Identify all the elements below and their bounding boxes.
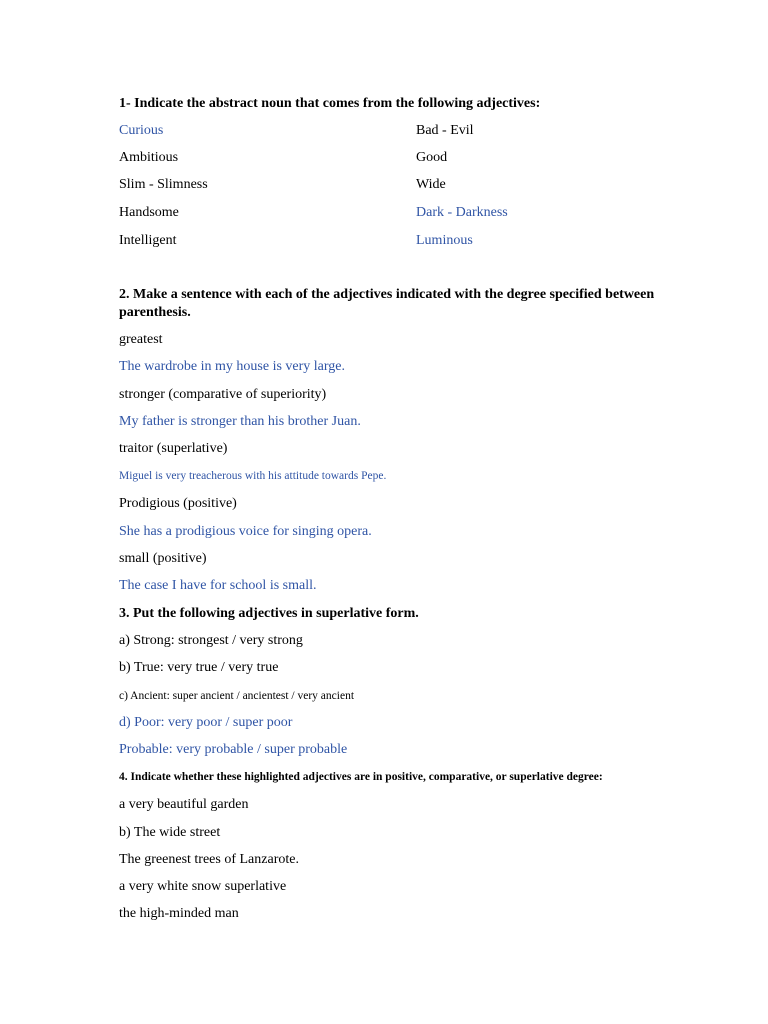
section2-prompt: traitor (superlative) bbox=[119, 441, 228, 456]
section3-item: d) Poor: very poor / super poor bbox=[119, 715, 293, 730]
section3-heading: 3. Put the following adjectives in superlative form. bbox=[119, 606, 419, 621]
section2-heading: 2. Make a sentence with each of the adjectives indicated with the degree specified between parenthesis. bbox=[119, 287, 655, 320]
section4-item: b) The wide street bbox=[119, 825, 221, 840]
section2-answer: My father is stronger than his brother Juan. bbox=[119, 414, 361, 429]
section2-answer: She has a prodigious voice for singing opera. bbox=[119, 524, 372, 539]
section2-answer: The case I have for school is small. bbox=[119, 578, 317, 593]
section4-heading: 4. Indicate whether these highlighted adjectives are in positive, comparative, or superlative degree: bbox=[119, 771, 603, 783]
section4-item: a very beautiful garden bbox=[119, 797, 249, 812]
section1-left-item: Slim - Slimness bbox=[119, 177, 208, 192]
section4-item: a very white snow superlative bbox=[119, 879, 287, 894]
section3-item: b) True: very true / very true bbox=[119, 660, 279, 675]
section1-right-item: Good bbox=[416, 150, 448, 165]
section2-prompt: greatest bbox=[119, 332, 163, 347]
section1-left-item: Handsome bbox=[119, 205, 179, 220]
section1-right-item: Wide bbox=[416, 177, 446, 192]
section4-item: The greenest trees of Lanzarote. bbox=[119, 852, 299, 867]
section3-item: c) Ancient: super ancient / ancientest / very ancient bbox=[119, 690, 355, 702]
section1-left-item: Intelligent bbox=[119, 233, 177, 248]
section1-right-item: Bad - Evil bbox=[416, 123, 474, 138]
section2-prompt: stronger (comparative of superiority) bbox=[119, 387, 327, 402]
section3-item: Probable: very probable / super probable bbox=[119, 742, 348, 757]
section1-left-item: Curious bbox=[119, 123, 164, 138]
section2-answer: The wardrobe in my house is very large. bbox=[119, 359, 346, 374]
section1-right-item: Luminous bbox=[416, 233, 473, 248]
section2-answer: Miguel is very treacherous with his attitude towards Pepe. bbox=[119, 470, 387, 482]
section1-right-item: Dark - Darkness bbox=[416, 205, 508, 220]
section4-item: the high-minded man bbox=[119, 906, 239, 921]
section1-left-item: Ambitious bbox=[119, 150, 179, 165]
section2-prompt: Prodigious (positive) bbox=[119, 496, 237, 511]
section1-heading: 1- Indicate the abstract noun that comes from the following adjectives: bbox=[119, 96, 541, 111]
section2-prompt: small (positive) bbox=[119, 551, 207, 566]
section3-item: a) Strong: strongest / very strong bbox=[119, 633, 303, 648]
